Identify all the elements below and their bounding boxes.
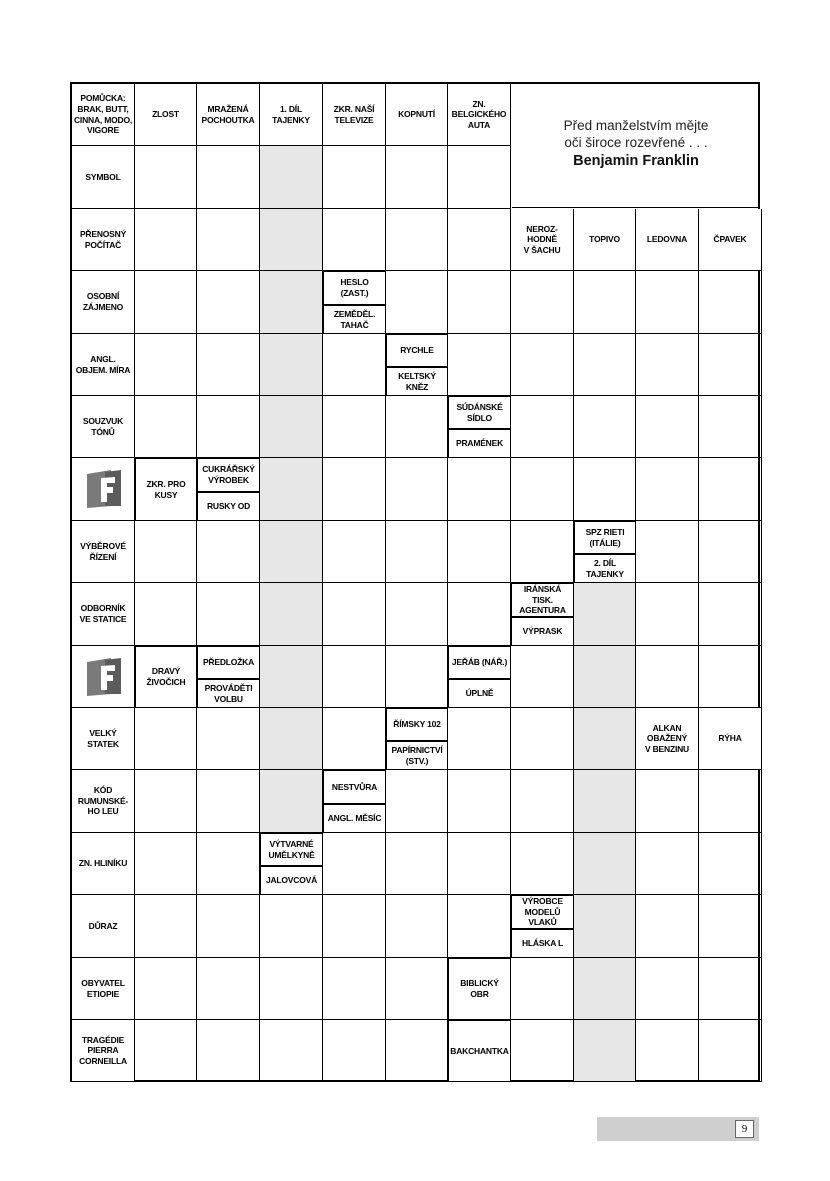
answer-cell[interactable] [197,895,260,958]
answer-cell[interactable] [386,1020,448,1082]
answer-cell[interactable] [448,583,511,646]
answer-cell[interactable] [135,521,197,583]
answer-cell[interactable] [135,770,197,833]
answer-cell-shaded[interactable] [260,209,323,271]
answer-cell[interactable] [448,146,511,209]
clue-cell: TOPIVO [574,209,636,271]
clue-cell: KOPNUTÍ [386,84,448,146]
clue-cell: OBYVATEL ETIOPIE [72,958,135,1020]
logo-cell [72,458,135,521]
answer-cell[interactable] [323,334,386,396]
clue-cell: ČPAVEK [699,209,762,271]
clue-cell-bottom: PAPÍRNICTVÍ (STV.) [386,741,448,770]
answer-cell[interactable] [197,334,260,396]
answer-cell[interactable] [448,521,511,583]
logo-cell [72,646,135,708]
answer-cell[interactable] [386,209,448,271]
answer-cell[interactable] [197,1020,260,1082]
clue-cell: 1. DÍL TAJENKY [260,84,323,146]
answer-cell[interactable] [197,396,260,458]
clue-cell: NEROZ- HODNĚ V ŠACHU [511,209,574,271]
answer-cell[interactable] [574,271,636,334]
answer-cell[interactable] [636,583,699,646]
clue-cell: RÝHA [699,708,762,770]
answer-cell[interactable] [574,396,636,458]
clue-cell-bottom: RUSKY OD [197,492,260,521]
clue-cell-bottom: KELTSKÝ KNĚZ [386,367,448,396]
clue-cell: ANGL. OBJEM. MÍRA [72,334,135,396]
answer-cell[interactable] [135,209,197,271]
clue-cell: MRAŽENÁ POCHOUTKA [197,84,260,146]
publisher-logo-icon [81,468,125,510]
clue-cell: BAKCHANTKA [448,1020,511,1082]
clue-cell-bottom: 2. DÍL TAJENKY [574,554,636,583]
answer-cell[interactable] [323,521,386,583]
answer-cell-shaded[interactable] [260,334,323,396]
answer-cell[interactable] [197,833,260,895]
answer-cell-shaded[interactable] [574,583,636,646]
clue-cell: ZKR. PRO KUSY [135,458,197,521]
answer-cell-shaded[interactable] [260,396,323,458]
answer-cell[interactable] [323,209,386,271]
page-number: 9 [735,1120,754,1138]
answer-cell[interactable] [135,271,197,334]
answer-cell[interactable] [323,1020,386,1082]
answer-cell[interactable] [135,708,197,770]
answer-cell[interactable] [511,396,574,458]
answer-cell[interactable] [135,1020,197,1082]
publisher-logo-icon [81,656,125,698]
answer-cell-shaded[interactable] [574,958,636,1020]
answer-cell[interactable] [511,708,574,770]
answer-cell[interactable] [699,521,762,583]
answer-cell[interactable] [135,833,197,895]
answer-cell[interactable] [135,895,197,958]
answer-cell[interactable] [511,833,574,895]
clue-cell: ALKAN OBAŽENÝ V BENZINU [636,708,699,770]
clue-cell-top: ŘÍMSKY 102 [386,708,448,741]
answer-cell[interactable] [699,646,762,708]
clue-cell: ZLOST [135,84,197,146]
clue-cell: DŮRAZ [72,895,135,958]
clue-cell: TRAGÉDIE PIERRA CORNEILLA [72,1020,135,1082]
quote-text: Před manželstvím mějte oči široce rozevřené . . . [563,118,709,150]
clue-cell-bottom: PRAMÉNEK [448,429,511,458]
answer-cell[interactable] [197,146,260,209]
answer-cell[interactable] [386,958,448,1020]
clue-cell: VELKÝ STATEK [72,708,135,770]
answer-cell-shaded[interactable] [574,708,636,770]
answer-cell[interactable] [448,271,511,334]
answer-cell[interactable] [511,458,574,521]
quote-panel [512,84,760,208]
answer-cell[interactable] [323,458,386,521]
answer-cell[interactable] [197,209,260,271]
clue-cell: PŘENOSNÝ POČÍTAČ [72,209,135,271]
answer-cell[interactable] [323,146,386,209]
answer-cell-shaded[interactable] [260,271,323,334]
answer-cell[interactable] [386,396,448,458]
clue-cell: ZN. HLINÍKU [72,833,135,895]
answer-cell[interactable] [636,271,699,334]
answer-cell[interactable] [323,708,386,770]
answer-cell-shaded[interactable] [574,770,636,833]
answer-cell[interactable] [574,458,636,521]
crossword-grid [70,82,760,1082]
answer-cell[interactable] [511,770,574,833]
answer-cell[interactable] [323,396,386,458]
answer-cell[interactable] [636,334,699,396]
answer-cell-shaded[interactable] [260,583,323,646]
answer-cell[interactable] [636,958,699,1020]
answer-cell[interactable] [448,708,511,770]
answer-cell[interactable] [260,1020,323,1082]
answer-cell[interactable] [636,1020,699,1082]
answer-cell[interactable] [197,271,260,334]
answer-cell[interactable] [386,458,448,521]
answer-cell[interactable] [699,334,762,396]
clue-cell-bottom: ZEMĚDĚL. TAHAČ [323,305,386,334]
clue-cell: ZN. BELGICKÉHO AUTA [448,84,511,146]
clue-cell-bottom: PROVÁDĚTI VOLBU [197,679,260,708]
answer-cell[interactable] [448,458,511,521]
clue-cell: ZKR. NAŠÍ TELEVIZE [323,84,386,146]
clue-cell: OSOBNÍ ZÁJMENO [72,271,135,334]
clue-cell: VÝBĚROVÉ ŘÍZENÍ [72,521,135,583]
clue-cell-bottom: JALOVCOVÁ [260,866,323,895]
answer-cell[interactable] [197,958,260,1020]
answer-cell[interactable] [636,396,699,458]
answer-cell[interactable] [135,146,197,209]
answer-cell[interactable] [323,646,386,708]
answer-cell-shaded[interactable] [574,646,636,708]
answer-cell[interactable] [511,271,574,334]
answer-cell[interactable] [636,833,699,895]
clue-cell: POMŮCKA: BRAK, BUTT, CINNA, MODO, VIGORE [72,84,135,146]
answer-cell-shaded[interactable] [574,1020,636,1082]
answer-cell[interactable] [511,958,574,1020]
answer-cell[interactable] [386,646,448,708]
clue-cell-top: VÝTVARNÉ UMĚLKYNĚ [260,833,323,866]
answer-cell[interactable] [260,895,323,958]
answer-cell[interactable] [386,583,448,646]
answer-cell[interactable] [699,583,762,646]
answer-cell[interactable] [699,895,762,958]
answer-cell-shaded[interactable] [260,646,323,708]
clue-cell: KÓD RUMUNSKÉ- HO LEU [72,770,135,833]
clue-cell-top: SÚDÁNSKÉ SÍDLO [448,396,511,429]
answer-cell[interactable] [699,458,762,521]
clue-cell-top: JEŘÁB (NÁŘ.) [448,646,511,679]
answer-cell[interactable] [636,646,699,708]
answer-cell[interactable] [135,583,197,646]
answer-cell[interactable] [386,271,448,334]
answer-cell[interactable] [699,1020,762,1082]
answer-cell[interactable] [323,958,386,1020]
clue-cell: SOUZVUK TÓNŮ [72,396,135,458]
clue-cell-top: CUKRÁŘSKÝ VÝROBEK [197,458,260,492]
clue-cell-top: HESLO (ZAST.) [323,271,386,305]
answer-cell[interactable] [197,708,260,770]
answer-cell[interactable] [135,334,197,396]
answer-cell[interactable] [699,271,762,334]
clue-cell-bottom: HLÁSKA L [511,929,574,958]
answer-cell[interactable] [386,895,448,958]
answer-cell[interactable] [197,583,260,646]
answer-cell-shaded[interactable] [260,458,323,521]
answer-cell[interactable] [135,396,197,458]
clue-cell-top: RYCHLE [386,334,448,367]
answer-cell[interactable] [511,334,574,396]
answer-cell[interactable] [448,770,511,833]
answer-cell[interactable] [636,770,699,833]
clue-cell-top: SPZ RIETI (ITÁLIE) [574,521,636,554]
clue-cell-top: NESTVŮRA [323,770,386,804]
answer-cell-shaded[interactable] [574,895,636,958]
answer-cell[interactable] [323,583,386,646]
clue-cell-top: IRÁNSKÁ TISK. AGENTURA [511,583,574,617]
clue-cell: SYMBOL [72,146,135,209]
answer-cell[interactable] [386,521,448,583]
answer-cell[interactable] [511,646,574,708]
page-footer-bar [597,1117,759,1141]
answer-cell[interactable] [574,334,636,396]
clue-cell-bottom: ÚPLNĚ [448,679,511,708]
answer-cell-shaded[interactable] [260,770,323,833]
answer-cell[interactable] [636,521,699,583]
answer-cell-shaded[interactable] [260,521,323,583]
answer-cell[interactable] [135,958,197,1020]
clue-cell: BIBLICKÝ OBR [448,958,511,1020]
answer-cell-shaded[interactable] [260,146,323,209]
answer-cell[interactable] [386,770,448,833]
answer-cell-shaded[interactable] [260,708,323,770]
clue-cell-top: PŘEDLOŽKA [197,646,260,679]
answer-cell[interactable] [448,833,511,895]
answer-cell[interactable] [699,396,762,458]
answer-cell[interactable] [386,146,448,209]
clue-cell-top: VÝROBCE MODELŮ VLAKŮ [511,895,574,929]
answer-cell[interactable] [260,958,323,1020]
clue-cell-bottom: VÝPRASK [511,617,574,646]
answer-cell[interactable] [636,895,699,958]
answer-cell[interactable] [699,770,762,833]
quote-author: Benjamin Franklin [573,153,699,169]
clue-cell: LEDOVNA [636,209,699,271]
answer-cell[interactable] [699,833,762,895]
answer-cell[interactable] [448,334,511,396]
answer-cell[interactable] [511,521,574,583]
answer-cell[interactable] [448,895,511,958]
answer-cell-shaded[interactable] [574,833,636,895]
answer-cell[interactable] [636,458,699,521]
answer-cell[interactable] [197,770,260,833]
answer-cell[interactable] [386,833,448,895]
clue-cell-bottom: ANGL. MĚSÍC [323,804,386,833]
clue-cell: DRAVÝ ŽIVOČICH [135,646,197,708]
answer-cell[interactable] [197,521,260,583]
answer-cell[interactable] [323,895,386,958]
answer-cell[interactable] [511,1020,574,1082]
clue-cell: ODBORNÍK VE STATICE [72,583,135,646]
answer-cell[interactable] [323,833,386,895]
answer-cell[interactable] [448,209,511,271]
answer-cell[interactable] [699,958,762,1020]
